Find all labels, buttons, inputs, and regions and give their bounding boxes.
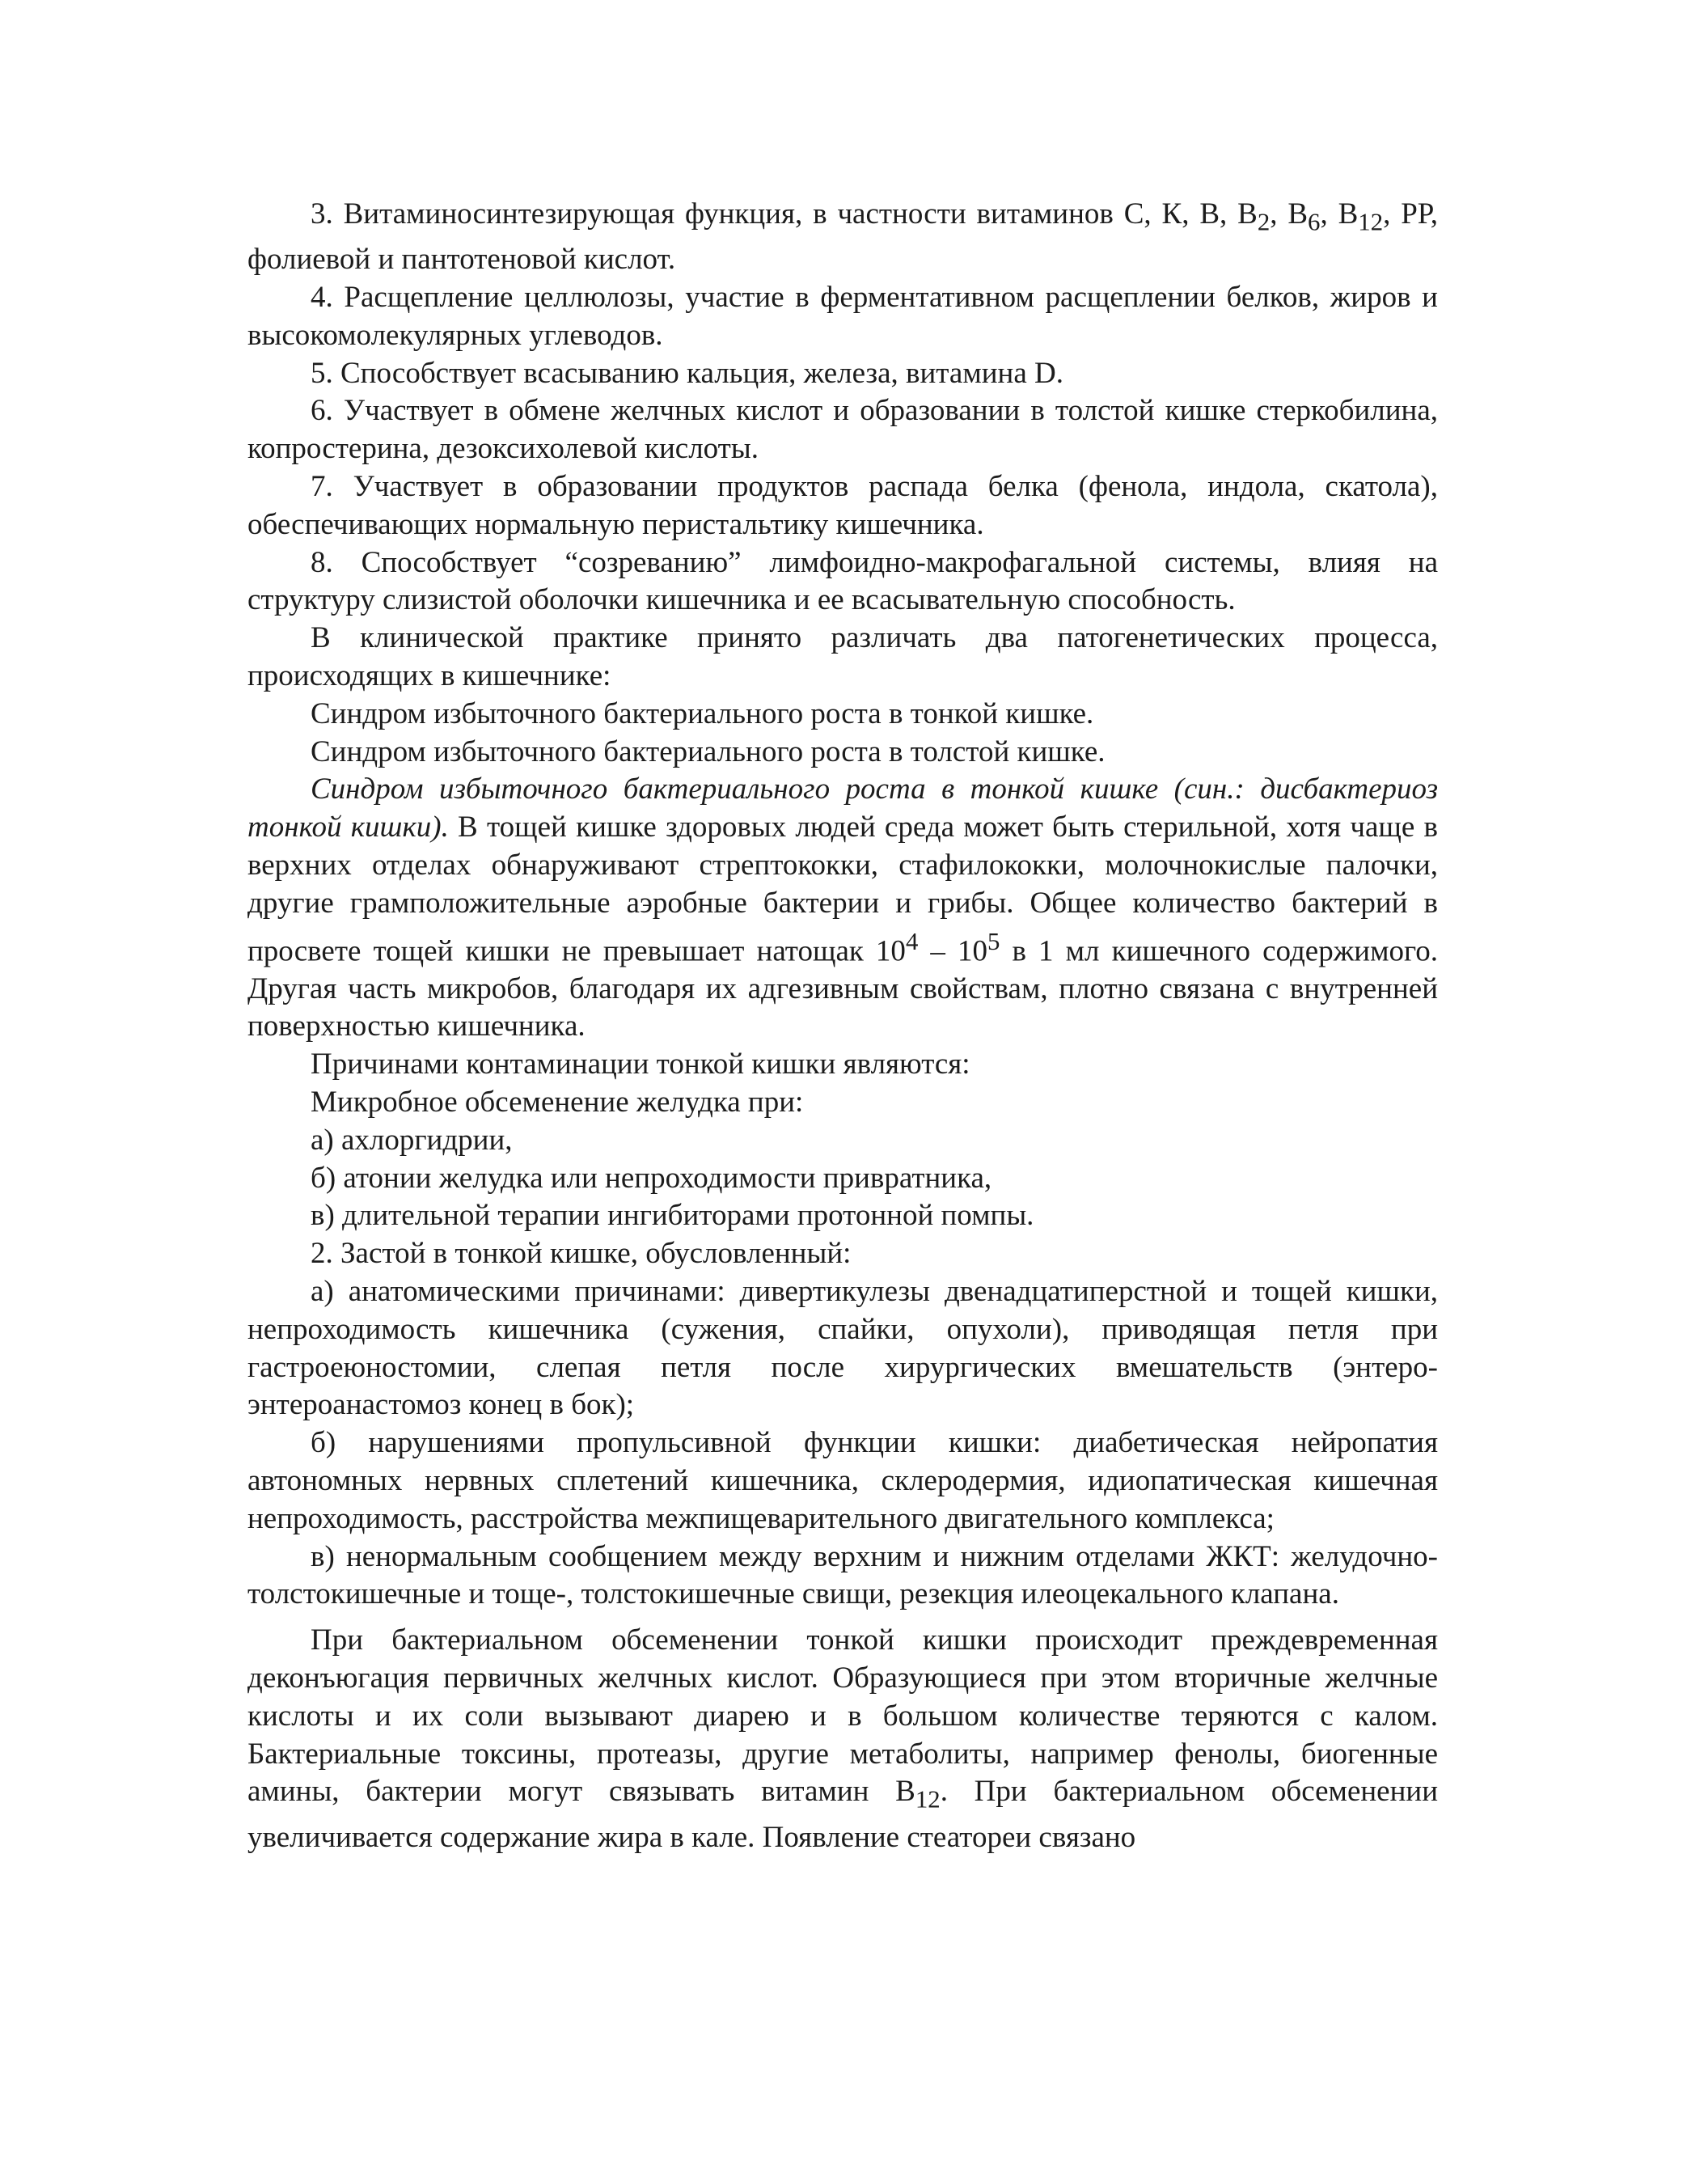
paragraph: Микробное обсеменение желудка при:	[311, 1086, 804, 1120]
text-run: , В	[1320, 197, 1359, 231]
paragraph	[247, 771, 1438, 1046]
text-run: . При бактериальном обсеменении увеличивается содержание жира в кале. Появление стеатореи связано	[247, 1775, 1438, 1854]
superscript: 4	[905, 927, 919, 955]
paragraph: 5. Способствует всасыванию кальция, железа, витамина D.	[311, 356, 1063, 390]
text-run: В тощей кишке здоровых людей среда может быть стерильной, хотя чаще в верхних отделах обнаруживают стрептококки, стафилококки, молочнокислые палочки, другие грамположительные аэробные бактерии и грибы. Общее количество бактерий в просвете тощей кишки не превышает натощак 10	[247, 811, 1438, 967]
paragraph-spacer	[247, 1614, 1438, 1622]
paragraph: Причинами контаминации тонкой кишки являются:	[311, 1048, 970, 1081]
paragraph: б) нарушениями пропульсивной функции кишки: диабетическая нейропатия автономных нервных сплетений кишечника, склеродермия, идиопатическая кишечная непроходимость, расстройства межпищеварительного двигательного комплекса;	[247, 1426, 1438, 1535]
italic-heading: Синдром избыточного бактериального роста в тонкой кишке (син.: дисбактериоз тонкой кишки).	[247, 772, 1438, 844]
paragraph: Синдром избыточного бактериального роста в толстой кишке.	[311, 734, 1106, 768]
text-run: – 10	[918, 933, 988, 967]
subscript: 6	[1308, 208, 1321, 236]
paragraph: Синдром избыточного бактериального роста в тонкой кишке.	[311, 696, 1094, 730]
text-run: , В	[1270, 197, 1309, 231]
paragraph: В клинической практике принято различать два патогенетических процесса, происходящих в кишечнике:	[247, 621, 1438, 692]
paragraph	[247, 1622, 1438, 1856]
paragraph	[247, 196, 1438, 279]
paragraph: 4. Расщепление целлюлозы, участие в ферментативном расщеплении белков, жиров и высокомолекулярных углеводов.	[247, 280, 1438, 352]
paragraph: а) анатомическими причинами: дивертикулезы двенадцатиперстной и тощей кишки, непроходимость кишечника (сужения, спайки, опухоли), приводящая петля при гастроеюностомии, слепая петля после хирургических вмешательств (энтеро-энтероанастомоз конец в бок);	[247, 1275, 1438, 1422]
text-run: в 1 мл кишечного содержимого. Другая часть микробов, благодаря их адгезивным свойствам, плотно связана с внутренней поверхностью кишечника.	[247, 933, 1438, 1043]
paragraph: а) ахлоргидрии,	[311, 1123, 513, 1157]
paragraph: б) атонии желудка или непроходимости привратника,	[311, 1161, 992, 1195]
superscript: 5	[987, 927, 1000, 955]
paragraph: 6. Участвует в обмене желчных кислот и образовании в толстой кишке стеркобилина, копростерина, дезоксихолевой кислоты.	[247, 394, 1438, 466]
paragraph: 7. Участвует в образовании продуктов распада белка (фенола, индола, скатола), обеспечивающих нормальную перистальтику кишечника.	[247, 469, 1438, 541]
subscript: 12	[1358, 208, 1384, 236]
text-run: , РР, фолиевой и пантотеновой кислот.	[247, 197, 1439, 277]
document-page	[247, 196, 1438, 1856]
paragraph: 8. Способствует “созреванию” лимфоидно-макрофагальной системы, влияя на структуру слизистой оболочки кишечника и ее всасывательную способность.	[247, 545, 1438, 617]
subscript: 2	[1257, 208, 1271, 236]
subscript: 12	[915, 1785, 941, 1814]
paragraph: в) длительной терапии ингибиторами протонной помпы.	[311, 1199, 1034, 1233]
paragraph: 2. Застой в тонкой кишке, обусловленный:	[311, 1237, 852, 1271]
text-run: 3. Витаминосинтезирующая функция, в частности витаминов С, К, В, В	[311, 197, 1258, 231]
text-run: При бактериальном обсеменении тонкой кишки происходит преждевременная деконъюгация первичных желчных кислот. Образующиеся при этом вторичные желчные кислоты и их соли вызывают диарею и в большом количестве теряются с калом. Бактериальные токсины, протеазы, другие метаболиты, например фенолы, биогенные амины, бактерии могут связывать витамин В	[247, 1623, 1438, 1809]
paragraph: в) ненормальным сообщением между верхним и нижним отделами ЖКТ: желудочно-толстокишечные и тоще-, толстокишечные свищи, резекция илеоцекального клапана.	[247, 1539, 1438, 1611]
